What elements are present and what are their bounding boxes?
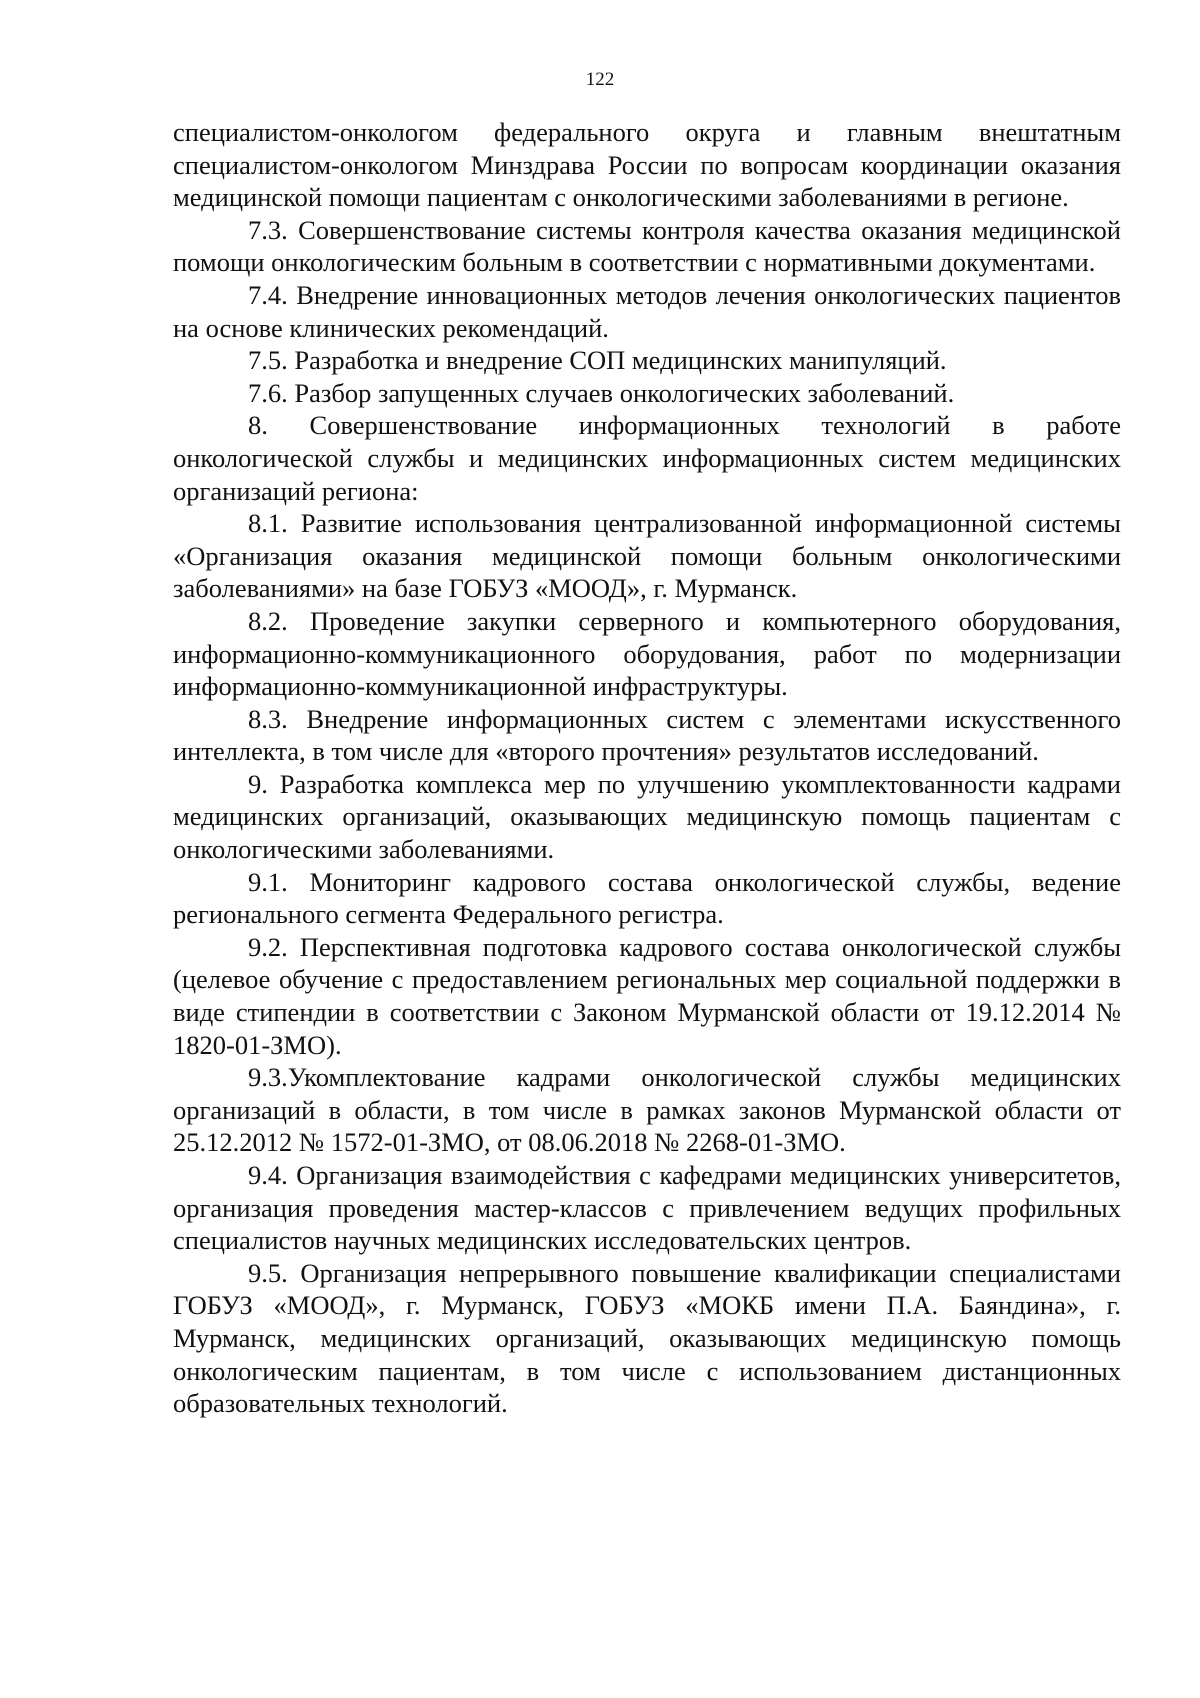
paragraph-9-4: 9.4. Организация взаимодействия с кафедрами медицинских университетов, организация проведения мастер-классов с привлечением ведущих профильных специалистов научных медицинских исследовательских центров. xyxy=(173,1160,1121,1256)
document-body xyxy=(173,116,1121,1420)
paragraph-8-1: 8.1. Развитие использования централизованной информационной системы «Организация оказания медицинской помощи больным онкологическими заболеваниями» на базе ГОБУЗ «МООД», г. Мурманск. xyxy=(173,508,1121,604)
page-number: 122 xyxy=(585,69,615,90)
paragraph-8: 8. Совершенствование информационных технологий в работе онкологической службы и медицинских информационных систем медицинских организаций региона: xyxy=(173,410,1121,506)
paragraph-9-3: 9.3.Укомплектование кадрами онкологической службы медицинских организаций в области, в том числе в рамках законов Мурманской области от 25.12.2012 № 1572-01-ЗМО, от 08.06.2018 № 2268-01-ЗМО. xyxy=(173,1062,1121,1158)
paragraph-9-5: 9.5. Организация непрерывного повышение квалификации специалистами ГОБУЗ «МООД», г. Мурманск, ГОБУЗ «МОКБ имени П.А. Баяндина», г. Мурманск, медицинских организаций, оказывающих медицинскую помощь онкологическим пациентам, в том числе с использованием дистанционных образовательных технологий. xyxy=(173,1257,1121,1419)
paragraph-9: 9. Разработка комплекса мер по улучшению укомплектованности кадрами медицинских организаций, оказывающих медицинскую помощь пациентам с онкологическими заболеваниями. xyxy=(173,768,1121,865)
paragraph-7-5: 7.5. Разработка и внедрение СОП медицинских манипуляций. xyxy=(248,345,947,376)
paragraph-7-6: 7.6. Разбор запущенных случаев онкологических заболеваний. xyxy=(248,377,955,408)
paragraph-8-2: 8.2. Проведение закупки серверного и компьютерного оборудования, информационно-коммуникационного оборудования, работ по модернизации информационно-коммуникационной инфраструктуры. xyxy=(173,605,1121,702)
paragraph-9-2: 9.2. Перспективная подготовка кадрового состава онкологической службы (целевое обучение с предоставлением региональных мер социальной поддержки в виде стипендии в соответствии с Законом Мурманской области от 19.12.2014 № 1820-01-ЗМО). xyxy=(173,931,1121,1060)
paragraph-8-3: 8.3. Внедрение информационных систем с элементами искусственного интеллекта, в том числе для «второго прочтения» результатов исследований. xyxy=(173,703,1121,767)
paragraph-9-1: 9.1. Мониторинг кадрового состава онкологической службы, ведение регионального сегмента Федерального регистра. xyxy=(173,866,1121,930)
paragraph-7-3: 7.3. Совершенствование системы контроля качества оказания медицинской помощи онкологическим больным в соответствии с нормативными документами. xyxy=(173,214,1121,278)
paragraph-7-4: 7.4. Внедрение инновационных методов лечения онкологических пациентов на основе клинических рекомендаций. xyxy=(173,279,1121,343)
paragraph-continuation: специалистом-онкологом федерального округа и главным внештатным специалистом-онкологом Минздрава России по вопросам координации оказания медицинской помощи пациентам с онкологическими заболеваниями в регионе. xyxy=(173,117,1121,213)
